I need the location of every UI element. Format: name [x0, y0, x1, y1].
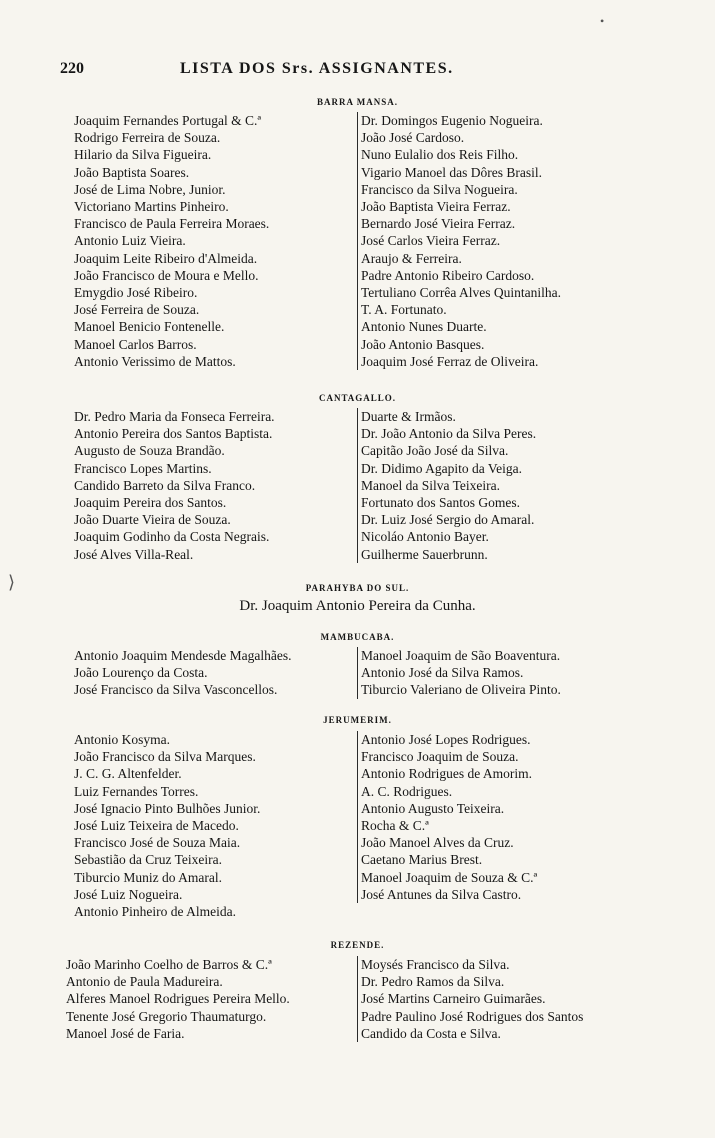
subscriber-name: Dr. Domingos Eugenio Nogueira. — [361, 113, 543, 128]
subscriber-name: José Ignacio Pinto Bulhões Junior. — [74, 800, 261, 816]
section-heading-mambucaba: MAMBUCABA. — [320, 632, 395, 642]
page-number: 220 — [60, 60, 84, 77]
subscriber-name: Joaquim Godinho da Costa Negrais. — [74, 529, 270, 545]
subscriber-name: Antonio Luiz Vieira. — [74, 233, 186, 249]
subscriber-name: Bernardo José Vieira Ferraz. — [361, 216, 516, 232]
subscriber-name: Tenente José Gregorio Thaumaturgo. — [66, 1008, 267, 1024]
subscriber-name: J. C. G. Altenfelder. — [74, 766, 182, 782]
subscriber-name: Antonio Augusto Teixeira. — [361, 800, 505, 816]
right-column — [357, 956, 661, 1042]
subscriber-name: Tiburcio Valeriano de Oliveira Pinto. — [361, 682, 561, 698]
subscriber-name: Dr. Luiz José Sergio do Amaral. — [361, 512, 535, 528]
subscriber-name: Fortunato dos Santos Gomes. — [361, 495, 521, 511]
subscriber-name: João Duarte Vieira de Souza. — [74, 512, 231, 528]
subscriber-name: Antonio Pinheiro de Almeida. — [74, 904, 236, 920]
left-column — [74, 408, 354, 563]
subscriber-name: José Martins Carneiro Guimarães. — [361, 991, 546, 1007]
subscriber-name: Sebastião da Cruz Teixeira. — [74, 852, 223, 868]
subscriber-name: João Baptista Soares. — [74, 164, 190, 180]
subscriber-name: Dr. Didimo Agapito da Veiga. — [361, 460, 522, 476]
subscriber-name: Capitão João José da Silva. — [361, 443, 509, 459]
left-column — [66, 956, 354, 1042]
subscriber-name: Antonio Pereira dos Santos Baptista. — [74, 426, 273, 442]
subscriber-name: Francisco Joaquim de Souza. — [361, 749, 519, 765]
subscriber-name: Antonio José da Silva Ramos. — [361, 665, 524, 681]
section-heading-jerumerim: JERUMERIM. — [323, 715, 392, 725]
subscriber-name: Antonio Kosyma. — [74, 732, 170, 747]
subscriber-name: Dr. Joaquim Antonio Pereira da Cunha. — [239, 598, 476, 614]
subscriber-name: Victoriano Martins Pinheiro. — [74, 199, 229, 215]
subscriber-name: Candido Barreto da Silva Franco. — [74, 477, 256, 493]
subscriber-name: Dr. João Antonio da Silva Peres. — [361, 426, 537, 442]
subscriber-name: Nicoláo Antonio Bayer. — [361, 529, 489, 545]
subscriber-name: José Alves Villa-Real. — [74, 546, 194, 562]
subscriber-name: Manoel Benicio Fontenelle. — [74, 319, 225, 335]
right-column — [357, 112, 661, 370]
subscriber-name: Caetano Marius Brest. — [361, 852, 483, 868]
subscriber-name: Antonio de Paula Madureira. — [66, 974, 223, 990]
subscriber-name: Rodrigo Ferreira de Souza. — [74, 130, 221, 146]
subscriber-name: José Luiz Nogueira. — [74, 886, 183, 902]
subscriber-name: José Antunes da Silva Castro. — [361, 886, 522, 902]
subscriber-name: Antonio Verissimo de Mattos. — [74, 353, 236, 369]
subscriber-name: Hilario da Silva Figueira. — [74, 147, 212, 163]
subscriber-name: Tertuliano Corrêa Alves Quintanilha. — [361, 285, 562, 301]
subscriber-name: Manoel Joaquim de Souza & C.ª — [361, 869, 538, 885]
page-title: LISTA DOS Srs. ASSIGNANTES. — [180, 60, 454, 77]
subscriber-name: Antonio Nunes Duarte. — [361, 319, 487, 335]
subscriber-name: Dr. Pedro Ramos da Silva. — [361, 974, 505, 990]
subscriber-name: Francisco José de Souza Maia. — [74, 835, 241, 851]
subscriber-name: Antonio Rodrigues de Amorim. — [361, 766, 532, 782]
subscriber-name: José Francisco da Silva Vasconcellos. — [74, 682, 278, 698]
subscriber-name: Manoel da Silva Teixeira. — [361, 477, 501, 493]
page-header — [60, 60, 660, 86]
subscriber-name: Antonio Joaquim Mendesde Magalhães. — [74, 648, 292, 663]
subscriber-name: João Francisco da Silva Marques. — [74, 749, 256, 765]
subscriber-name: Joaquim Leite Ribeiro d'Almeida. — [74, 250, 258, 266]
subscriber-name: João Antonio Basques. — [361, 336, 485, 352]
subscriber-name: João José Cardoso. — [361, 130, 465, 146]
subscriber-name: Guilherme Sauerbrunn. — [361, 546, 488, 562]
subscriber-name: João Baptista Vieira Ferraz. — [361, 199, 511, 215]
subscriber-name: João Lourenço da Costa. — [74, 665, 208, 681]
subscriber-name: Duarte & Irmãos. — [361, 409, 456, 424]
subscriber-name: Francisco Lopes Martins. — [74, 460, 212, 476]
section-heading-parahyba-do-sul: PARAHYBA DO SUL. — [305, 583, 410, 593]
subscriber-name: José de Lima Nobre, Junior. — [74, 181, 226, 197]
subscriber-name: Dr. Pedro Maria da Fonseca Ferreira. — [74, 409, 275, 424]
margin-mark: ⟩ — [8, 572, 16, 592]
subscriber-name: Joaquim Pereira dos Santos. — [74, 495, 227, 511]
section-heading-cantagallo: CANTAGALLO. — [318, 393, 397, 403]
left-column — [74, 647, 354, 699]
left-column — [74, 112, 354, 370]
subscriber-name: Augusto de Souza Brandão. — [74, 443, 225, 459]
subscriber-name: A. C. Rodrigues. — [361, 783, 453, 799]
subscriber-name: Francisco de Paula Ferreira Moraes. — [74, 216, 270, 232]
section-heading-rezende: REZENDE. — [330, 940, 385, 950]
subscriber-name: Padre Paulino José Rodrigues dos Santos — [361, 1008, 584, 1024]
subscriber-name: Manoel Joaquim de São Boaventura. — [361, 648, 561, 663]
subscriber-name: João Marinho Coelho de Barros & C.ª — [66, 957, 272, 972]
right-column — [357, 647, 661, 699]
subscriber-name: T. A. Fortunato. — [361, 302, 447, 318]
subscriber-name: Alferes Manoel Rodrigues Pereira Mello. — [66, 991, 290, 1007]
right-column — [357, 408, 661, 563]
subscriber-name: Manoel Carlos Barros. — [74, 336, 197, 352]
subscriber-name: Luiz Fernandes Torres. — [74, 783, 199, 799]
subscriber-name: Moysés Francisco da Silva. — [361, 957, 510, 972]
subscriber-name: Araujo & Ferreira. — [361, 250, 462, 266]
subscriber-name: João Manoel Alves da Cruz. — [361, 835, 514, 851]
subscriber-name: Francisco da Silva Nogueira. — [361, 181, 518, 197]
subscriber-name: José Luiz Teixeira de Macedo. — [74, 818, 239, 834]
subscriber-name: Nuno Eulalio dos Reis Filho. — [361, 147, 519, 163]
subscriber-name: Joaquim Fernandes Portugal & C.ª — [74, 113, 262, 128]
left-column — [74, 731, 354, 920]
subscriber-name: José Carlos Vieira Ferraz. — [361, 233, 501, 249]
subscriber-name: Rocha & C.ª — [361, 818, 429, 834]
subscriber-name: José Ferreira de Souza. — [74, 302, 200, 318]
section-heading-barra-mansa: BARRA MANSA. — [316, 97, 398, 107]
subscriber-name: Tiburcio Muniz do Amaral. — [74, 869, 222, 885]
right-column — [357, 731, 661, 903]
subscriber-name: Emygdio José Ribeiro. — [74, 285, 198, 301]
subscriber-name: Antonio José Lopes Rodrigues. — [361, 732, 531, 747]
subscriber-name: Candido da Costa e Silva. — [361, 1025, 501, 1041]
subscriber-name: Vigario Manoel das Dôres Brasil. — [361, 164, 543, 180]
subscriber-name: Manoel José de Faria. — [66, 1025, 185, 1041]
speck-mark: • — [600, 14, 605, 28]
subscriber-name: João Francisco de Moura e Mello. — [74, 267, 259, 283]
subscriber-name: Joaquim José Ferraz de Oliveira. — [361, 353, 539, 369]
subscriber-name: Padre Antonio Ribeiro Cardoso. — [361, 267, 535, 283]
